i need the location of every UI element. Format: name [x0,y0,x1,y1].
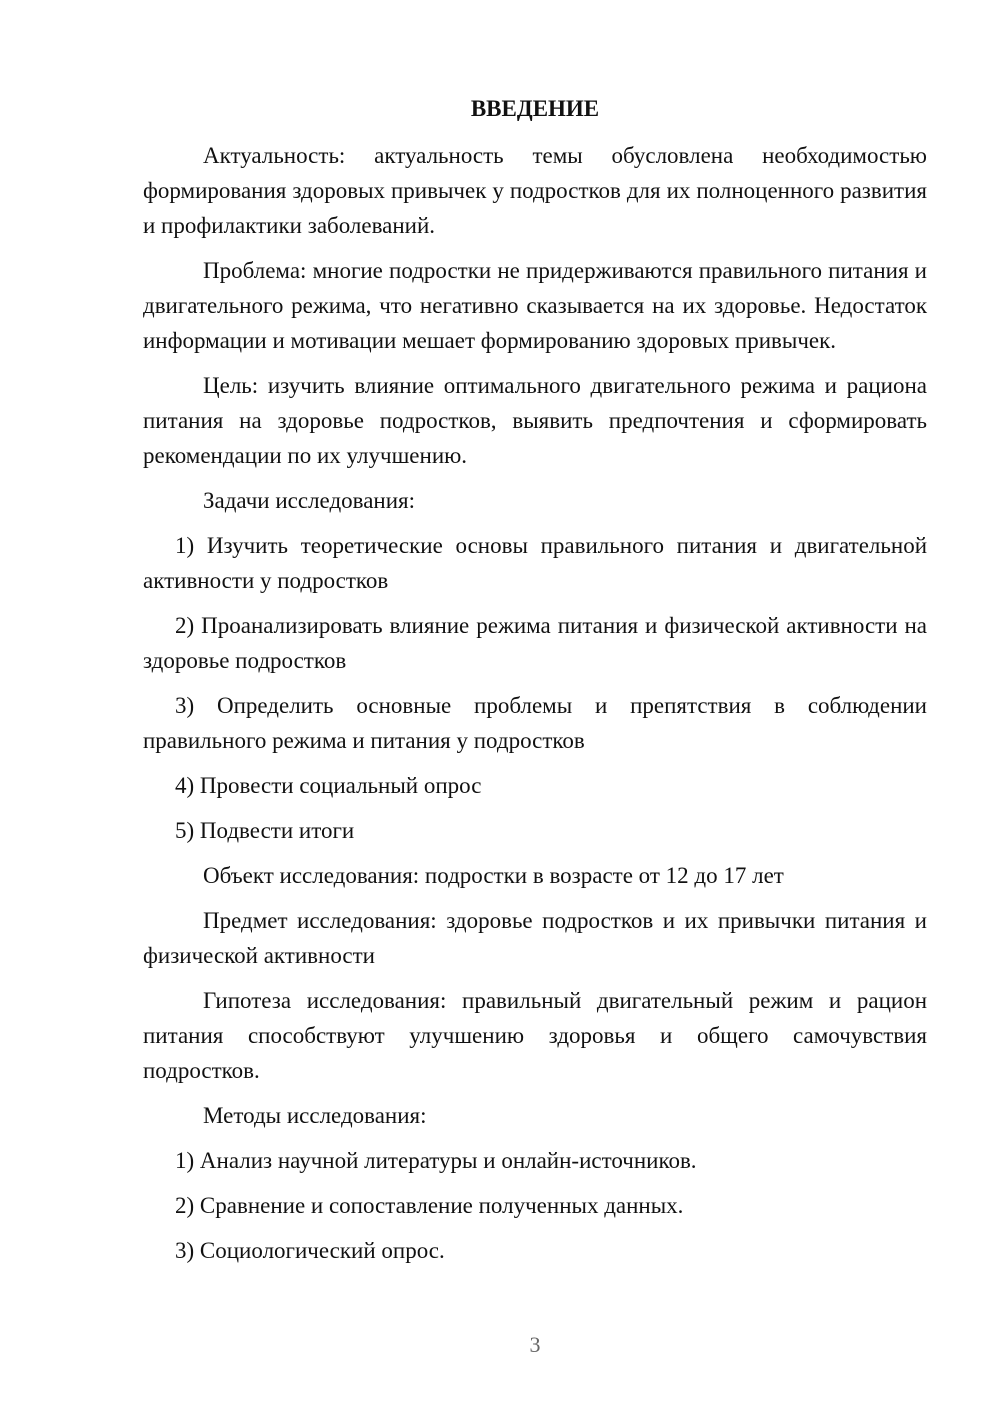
problem-paragraph: Проблема: многие подростки не придерживаются правильного питания и двигательного режима, что негативно сказывается на их здоровье. Недостаток информации и мотивации мешает формированию здоровых привычек. [143,258,927,353]
task-item-4: 4) Провести социальный опрос [175,773,482,798]
task-item-3: 3) Определить основные проблемы и препятствия в соблюдении правильного режима и питания у подростков [143,693,927,753]
hypothesis-paragraph: Гипотеза исследования: правильный двигательный режим и рацион питания способствуют улучшению здоровья и общего самочувствия подростков. [143,988,927,1083]
method-item-3: 3) Социологический опрос. [175,1238,445,1263]
subject-paragraph: Предмет исследования: здоровье подростков и их привычки питания и физической активности [143,908,927,968]
relevance-paragraph: Актуальность: актуальность темы обусловлена необходимостью формирования здоровых привычек у подростков для их полноценного развития и профилактики заболеваний. [143,143,927,238]
object-paragraph: Объект исследования: подростки в возрасте от 12 до 17 лет [203,863,784,888]
section-title: ВВЕДЕНИЕ [470,96,600,121]
page-number: 3 [529,1332,541,1357]
method-item-2: 2) Сравнение и сопоставление полученных данных. [175,1193,684,1218]
goal-paragraph: Цель: изучить влияние оптимального двигательного режима и рациона питания на здоровье подростков, выявить предпочтения и сформировать рекомендации по их улучшению. [143,373,927,468]
method-item-1: 1) Анализ научной литературы и онлайн-источников. [175,1148,697,1173]
methods-heading: Методы исследования: [203,1103,427,1128]
task-item-5: 5) Подвести итоги [175,818,355,843]
task-item-1: 1) Изучить теоретические основы правильного питания и двигательной активности у подростков [143,533,927,593]
tasks-heading: Задачи исследования: [203,488,416,513]
document-page [143,88,927,1278]
task-item-2: 2) Проанализировать влияние режима питания и физической активности на здоровье подростков [143,613,927,673]
